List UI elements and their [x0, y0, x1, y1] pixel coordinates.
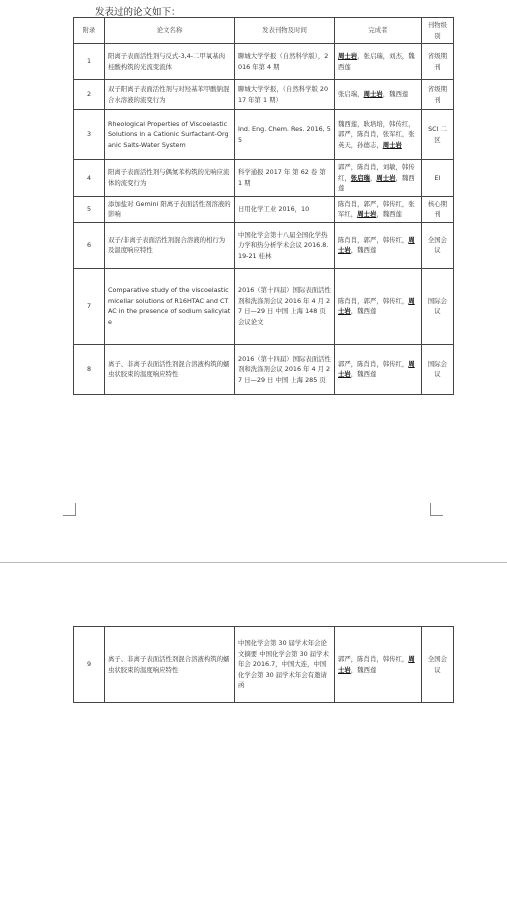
header-authors: 完成者 [335, 18, 422, 44]
table-row [74, 627, 454, 703]
journal-level: EI [422, 160, 454, 197]
row-number: 1 [74, 44, 105, 80]
paper-title: 添加盐对 Gemini 阳离子表面活性剂溶液的影响 [105, 196, 235, 222]
paper-title: 阳离子表面活性剂与偶氮苯构筑的光响应流体的流变行为 [105, 160, 235, 197]
table-row [74, 268, 454, 344]
authors: 郭严，陈肖肖，韩传红，周士岩，魏西莲 [335, 344, 422, 394]
journal-level: 全国会议 [422, 222, 454, 268]
journal-info: 2016（第十四届）国际表面活性剂和洗涤剂会议 2016 年 4 月 27 日—29 日 中国 上海 148 页 会议论文 [235, 268, 335, 344]
journal-level: 国际会议 [422, 344, 454, 394]
table-row [74, 160, 454, 197]
paper-title: Rheological Properties of Viscoelastic Solutions in a Cationic Surfactant-Organic Salts-Water System [105, 110, 235, 160]
page-corner-mark-right [430, 503, 443, 516]
row-number: 9 [74, 627, 105, 703]
authors: 张启瑞，周士岩，魏西莲 [335, 80, 422, 110]
table-row [74, 44, 454, 80]
row-number: 2 [74, 80, 105, 110]
header-level: 刊物级别 [422, 18, 454, 44]
table-row [74, 222, 454, 268]
journal-info: 聊城大学学报，（自然科学版 2017 年第 1 期） [235, 80, 335, 110]
intro-text: 发表过的论文如下： [95, 7, 181, 18]
paper-title: 离子、非离子表面活性剂混合溶液构筑的蠕虫状胶束的温度响应特性 [105, 627, 235, 703]
authors: 郭严，陈肖肖，刘敏，韩传红，张启瑞，周士岩，魏西莲 [335, 160, 422, 197]
row-number: 8 [74, 344, 105, 394]
paper-title: 阳离子表面活性剂与反式-3,4-二甲氧基肉桂酸构筑的光流变流体 [105, 44, 235, 80]
authors: 陈肖肖，郭严，韩传红，周士岩，魏西莲 [335, 268, 422, 344]
row-number: 7 [74, 268, 105, 344]
table-row [74, 80, 454, 110]
row-number: 3 [74, 110, 105, 160]
row-number: 5 [74, 196, 105, 222]
journal-level: SCI 二区 [422, 110, 454, 160]
journal-info: 日用化学工业 2016，10 [235, 196, 335, 222]
authors: 陈肖肖，郭严，韩传红，张军红，周士岩，魏西莲 [335, 196, 422, 222]
authors: 郭严，陈肖肖，韩传红，周士岩，魏西莲 [335, 627, 422, 703]
papers-table-continued [73, 626, 454, 703]
paper-title: 双子/非离子表面活性剂混合溶液的相行为及温度响应特性 [105, 222, 235, 268]
journal-info: 聊城大学学报（自然科学版），2016 年第 4 期 [235, 44, 335, 80]
table-row [74, 344, 454, 394]
paper-title: 双子阳离子表面活性剂与对羟基苯甲酸钠混合水溶液的流变行为 [105, 80, 235, 110]
row-number: 6 [74, 222, 105, 268]
table-row [74, 110, 454, 160]
authors: 陈肖肖，郭严，韩传红，周士岩，魏西莲 [335, 222, 422, 268]
table-row [74, 196, 454, 222]
journal-level: 国际会议 [422, 268, 454, 344]
paper-title: 离子、非离子表面活性剂混合溶液构筑的蠕虫状胶束的温度响应特性 [105, 344, 235, 394]
journal-info: 中国化学会第 30 届学术年会论文摘要 中国化学会第 30 届学术年会 2016.7，中国大连，中国化学会第 30 届学术年会有邀请函 [235, 627, 335, 703]
header-journal: 发表刊物及时间 [235, 18, 335, 44]
journal-info: 中国化学会第十八届全国化学热力学和热分析学术会议 2016.8.19-21 桂林 [235, 222, 335, 268]
journal-level: 全国会议 [422, 627, 454, 703]
header-title: 论文名称 [105, 18, 235, 44]
journal-info: Ind. Eng. Chem. Res. 2016, 55 [235, 110, 335, 160]
papers-table [73, 17, 454, 395]
page-corner-mark-left [63, 503, 76, 516]
row-number: 4 [74, 160, 105, 197]
journal-info: 科学通报 2017 年 第 62 卷 第 1 期 [235, 160, 335, 197]
journal-level: 核心期刊 [422, 196, 454, 222]
page-separator [0, 562, 507, 563]
authors: 魏西莲，耿培培，韩传红，郭严，陈肖肖，张军红，张英天，孙德志，周士岩 [335, 110, 422, 160]
authors: 周士岩，张启瑞，刘杰，魏西莲 [335, 44, 422, 80]
paper-title: Comparative study of the viscoelastic micellar solutions of R16HTAC and CTAC in the presence of sodium salicylate [105, 268, 235, 344]
journal-level: 省级期刊 [422, 80, 454, 110]
journal-info: 2016（第十四届）国际表面活性剂和洗涤剂会议 2016 年 4 月 27 日—29 日 中国 上海 285 页 [235, 344, 335, 394]
table-header-row [74, 18, 454, 44]
header-num: 附录 [74, 18, 105, 44]
journal-level: 省级期刊 [422, 44, 454, 80]
